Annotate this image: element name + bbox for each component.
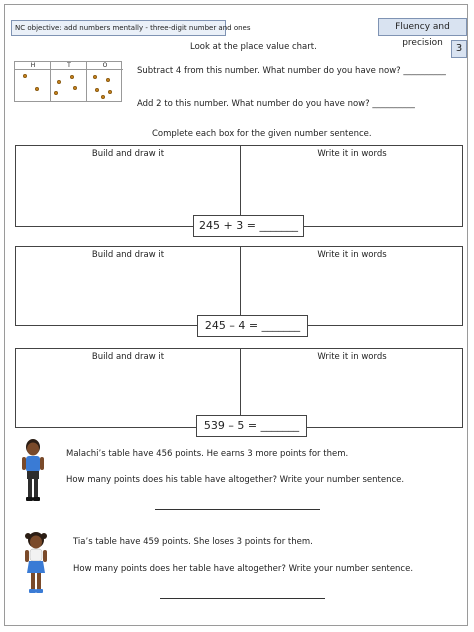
build-draw-label: Build and draw it (91, 149, 165, 159)
counter-hundred (35, 87, 39, 91)
tia-question: How many points does her table have altogether? Write your number sentence. (73, 564, 414, 574)
build-draw-label: Build and draw it (91, 250, 165, 260)
write-words-label: Write it in words (317, 352, 387, 362)
write-words-label: Write it in words (317, 250, 387, 260)
answer-line[interactable] (160, 598, 325, 599)
question-subtract: Subtract 4 from this number. What number do you have now? __________ (137, 66, 446, 76)
counter-ten (73, 86, 77, 90)
answer-line[interactable] (155, 509, 320, 510)
counter-hundred (23, 74, 27, 78)
malachi-statement: Malachi’s table have 456 points. He earns 3 more points for them. (66, 449, 349, 459)
counter-one (93, 75, 97, 79)
counter-one (106, 78, 110, 82)
girl-character-icon (22, 531, 50, 597)
counter-ten (70, 75, 74, 79)
work-box-2 (15, 246, 463, 326)
counter-ten (54, 91, 58, 95)
write-words-label: Write it in words (317, 149, 387, 159)
counter-one (95, 88, 99, 92)
counter-one (101, 95, 105, 99)
number-sentence-3[interactable]: 539 – 5 = _______ (196, 415, 307, 437)
boy-character-icon (18, 438, 48, 504)
pvc-header-tens: T (51, 62, 87, 70)
counter-one (108, 90, 112, 94)
pvc-header-hundreds: H (15, 62, 51, 70)
instruction-text: Complete each box for the given number sentence. (152, 129, 372, 139)
pvc-divider (50, 62, 51, 101)
pvc-header-ones: O (87, 62, 123, 70)
pvc-divider (86, 62, 87, 101)
tia-statement: Tia’s table have 459 points. She loses 3 points for them. (73, 537, 313, 547)
place-value-chart (14, 61, 122, 102)
fluency-tag: Fluency and precision (378, 18, 467, 36)
question-number: 3 (451, 40, 467, 58)
question-add: Add 2 to this number. What number do you have now? __________ (137, 99, 415, 109)
number-sentence-2[interactable]: 245 – 4 = _______ (197, 315, 308, 337)
counter-ten (57, 80, 61, 84)
intro-text: Look at the place value chart. (190, 42, 317, 52)
objective-label: NC objective: add numbers mentally - three-digit number and ones (11, 20, 226, 36)
malachi-question: How many points does his table have altogether? Write your number sentence. (66, 475, 405, 485)
number-sentence-1[interactable]: 245 + 3 = _______ (193, 215, 304, 237)
build-draw-label: Build and draw it (91, 352, 165, 362)
